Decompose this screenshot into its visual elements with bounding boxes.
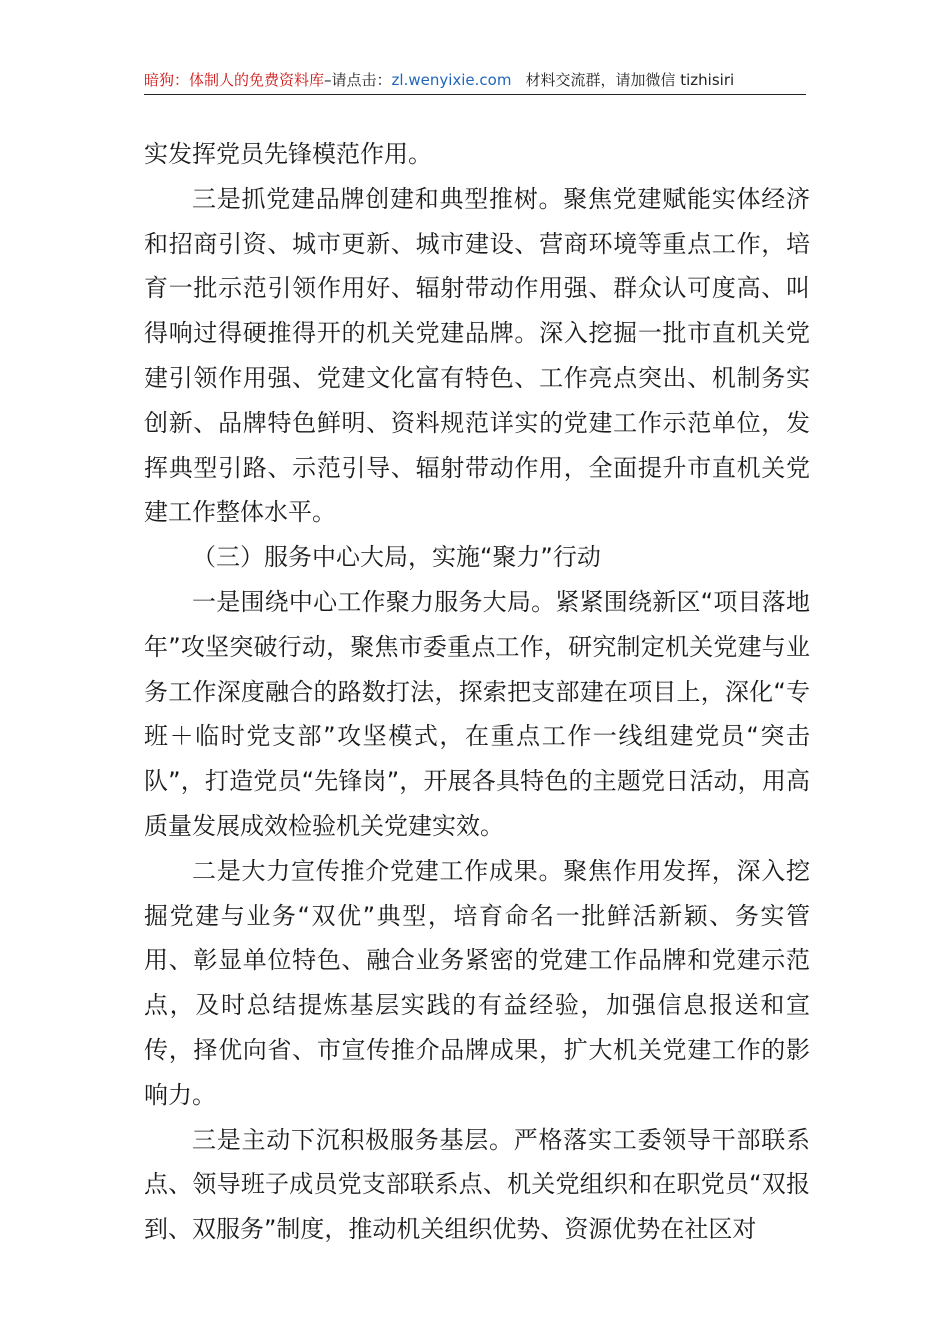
- header-link[interactable]: zl.wenyixie.com: [391, 71, 512, 89]
- paragraph-serve-grassroots: 三是主动下沉积极服务基层。严格落实工委领导干部联系点、领导班子成员党支部联系点、机关党组织和在职党员“双报到、双服务”制度，推动机关组织优势、资源优势在社区对: [144, 1125, 810, 1244]
- header-prompt: –请点击：: [324, 71, 392, 89]
- paragraph-serve-overall: 一是围绕中心工作聚力服务大局。紧紧围绕新区“项目落地年”攻坚突破行动，聚焦市委重点工作，研究制定机关党建与业务工作深度融合的路数打法，探索把支部建在项目上，深化“专班＋临时党支部”攻坚模式，在重点工作一线组建党员“突击队”，打造党员“先锋岗”，开展各具特色的主题党日活动，用高质量发展成效检验机关党建实效。: [144, 587, 810, 840]
- document-body: [144, 132, 810, 1252]
- section-heading: （三）服务中心大局，实施“聚力”行动: [192, 543, 601, 572]
- header-contact: 材料交流群，请加微信 tizhisiri: [525, 71, 735, 89]
- page-header: [144, 66, 806, 95]
- header-brand: 暗狗：体制人的免费资料库: [144, 71, 325, 89]
- paragraph-brand-building: 三是抓党建品牌创建和典型推树。聚焦党建赋能实体经济和招商引资、城市更新、城市建设、营商环境等重点工作，培育一批示范引领作用好、辐射带动作用强、群众认可度高、叫得响过得硬推得开的机关党建品牌。深入挖掘一批市直机关党建引领作用强、党建文化富有特色、工作亮点突出、机制务实创新、品牌特色鲜明、资料规范详实的党建工作示范单位，发挥典型引路、示范引导、辐射带动作用，全面提升市直机关党建工作整体水平。: [144, 184, 810, 527]
- paragraph-promote-results: 二是大力宣传推介党建工作成果。聚焦作用发挥，深入挖掘党建与业务“双优”典型，培育命名一批鲜活新颖、务实管用、彰显单位特色、融合业务紧密的党建工作品牌和党建示范点，及时总结提炼基层实践的有益经验，加强信息报送和宣传，择优向省、市宣传推介品牌成果，扩大机关党建工作的影响力。: [144, 856, 810, 1109]
- paragraph-continuation: 实发挥党员先锋模范作用。: [144, 140, 432, 168]
